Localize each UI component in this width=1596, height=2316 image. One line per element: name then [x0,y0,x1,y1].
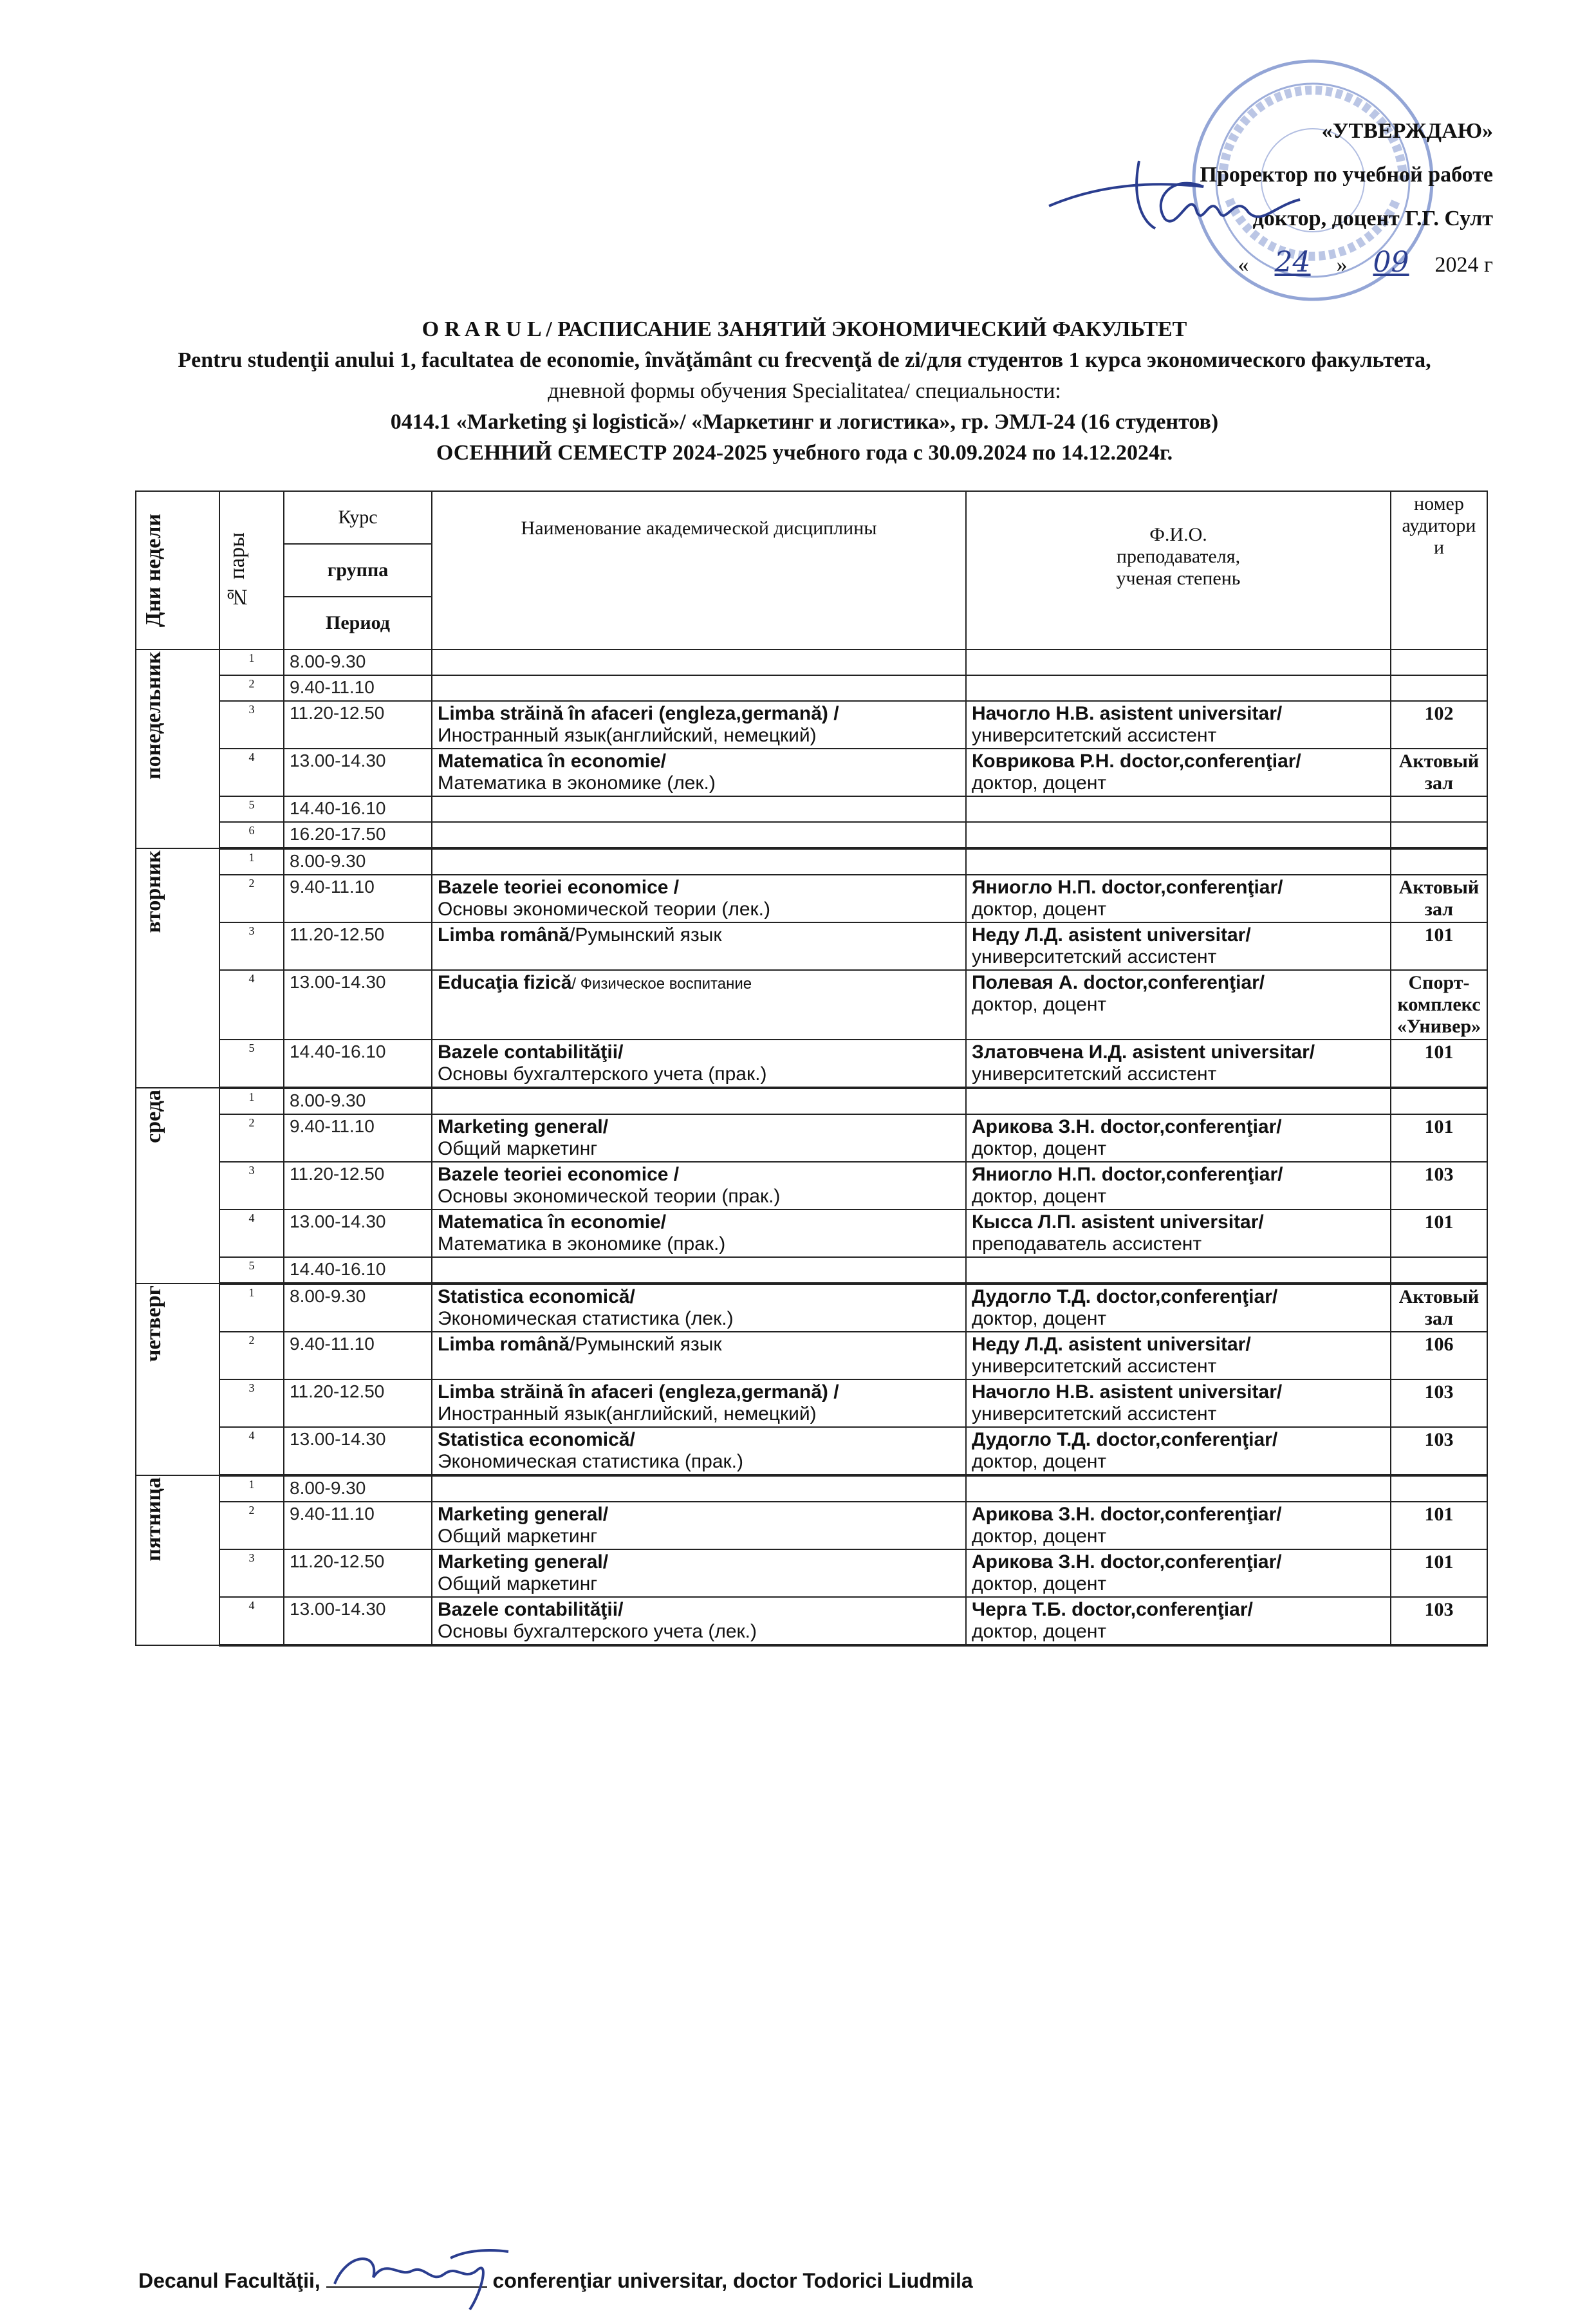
discipline-ru: / Физическое воспитание [571,975,752,993]
discipline-cell [432,749,966,796]
table-row [136,822,1487,848]
discipline-ro: Bazele teoriei economice / [438,1164,680,1185]
discipline-cell [432,848,966,875]
room-number: 101 [1391,1114,1487,1162]
schedule-title-block [116,314,1493,469]
discipline-cell [432,1114,966,1162]
pair-number: 3 [219,701,284,749]
pair-number: 4 [219,1427,284,1475]
day-label: вторник [136,848,219,1088]
teacher-degree: доктор, доцент [972,1186,1107,1207]
pair-time: 13.00-14.30 [284,749,432,796]
teacher-cell [966,1209,1391,1257]
day-label: четверг [136,1284,219,1475]
room-number [1391,796,1487,822]
approval-date: « 24 » 09 2024 г [1238,246,1493,279]
discipline-ru: Основы бухгалтерского учета (прак.) [438,1063,767,1085]
discipline-ro: Educaţia fizică [438,972,572,993]
teacher-degree: доктор, доцент [972,1573,1107,1594]
table-row [136,1475,1487,1502]
discipline-ro: Bazele contabilităţii/ [438,1599,624,1620]
teacher-cell [966,1475,1391,1502]
schedule-body [136,649,1487,1645]
discipline-cell [432,796,966,822]
header-days: Дни недели [136,491,219,649]
teacher-name: Черга Т.Б. doctor,conferenţiar/ [972,1599,1253,1620]
teacher-name: Начогло Н.В. asistent universitar/ [972,703,1283,724]
room-number: Актовый зал [1391,1284,1487,1332]
dean-label: Decanul Facultăţii, [138,2269,320,2292]
pair-time: 9.40-11.10 [284,675,432,701]
schedule-semester: ОСЕННИЙ СЕМЕСТР 2024-2025 учебного года с 30.09.2024 по 14.12.2024г. [436,441,1173,465]
discipline-ru: Экономическая статистика (лек.) [438,1308,734,1329]
room-number [1391,1475,1487,1502]
room-number [1391,649,1487,675]
header-course: Курс [284,491,432,544]
pair-time: 14.40-16.10 [284,1257,432,1284]
approval-title: «УТВЕРЖДАЮ» [1321,119,1493,143]
header-group: группа [284,544,432,597]
discipline-ru: /Румынский язык [570,1334,722,1355]
discipline-ru: Экономическая статистика (прак.) [438,1451,743,1472]
table-row [136,1427,1487,1475]
schedule-subtitle-1: Pentru studenţii anului 1, facultatea de economie, învăţământ cu frecvenţă de zi/для студентов 1 курса экономического факультета, [178,348,1431,372]
pair-number: 2 [219,1332,284,1379]
discipline-ru: Основы экономической теории (лек.) [438,899,771,920]
approval-month: 09 [1373,246,1409,279]
teacher-cell [966,701,1391,749]
schedule-subtitle-2: дневной формы обучения Specialitatea/ специальности: [548,379,1061,403]
discipline-ro: Matematica în economie/ [438,1211,667,1233]
discipline-cell [432,701,966,749]
discipline-cell [432,1549,966,1597]
room-number: 101 [1391,1549,1487,1597]
teacher-cell [966,796,1391,822]
discipline-ru: Общий маркетинг [438,1526,598,1547]
teacher-name: Неду Л.Д. asistent universitar/ [972,1334,1251,1355]
table-row [136,1257,1487,1284]
room-number [1391,822,1487,848]
approval-person: доктор, доцент Г.Г. Султ [1252,207,1493,230]
teacher-name: Кысса Л.П. asistent universitar/ [972,1211,1264,1233]
room-number: 103 [1391,1427,1487,1475]
discipline-ro: Marketing general/ [438,1504,609,1525]
discipline-ru: Общий маркетинг [438,1138,598,1159]
room-number: Спорт-комплекс «Универ» [1391,970,1487,1040]
pair-number: 5 [219,796,284,822]
pair-number: 1 [219,848,284,875]
table-row [136,1114,1487,1162]
pair-number: 2 [219,1502,284,1549]
table-row [136,749,1487,796]
discipline-cell [432,1379,966,1427]
table-row [136,1502,1487,1549]
room-number: 102 [1391,701,1487,749]
pair-time: 9.40-11.10 [284,875,432,922]
pair-time: 8.00-9.30 [284,1284,432,1332]
pair-number: 4 [219,1597,284,1645]
pair-number: 3 [219,1162,284,1209]
header-teacher: Ф.И.О. преподавателя, ученая степень [966,491,1391,649]
pair-number: 4 [219,970,284,1040]
pair-time: 8.00-9.30 [284,649,432,675]
table-row [136,649,1487,675]
teacher-degree: университетский ассистент [972,1403,1217,1424]
table-row [136,1284,1487,1332]
table-row [136,848,1487,875]
discipline-ro: Limba română [438,1334,570,1355]
pair-number: 1 [219,1088,284,1114]
teacher-degree: университетский ассистент [972,946,1217,967]
discipline-ru: Иностранный язык(английский, немецкий) [438,725,817,746]
discipline-cell [432,875,966,922]
pair-time: 9.40-11.10 [284,1502,432,1549]
dean-signature [322,2239,515,2316]
pair-number: 5 [219,1257,284,1284]
room-number: 106 [1391,1332,1487,1379]
discipline-ro: Marketing general/ [438,1551,609,1573]
pair-time: 14.40-16.10 [284,1040,432,1088]
discipline-cell [432,1597,966,1645]
discipline-cell [432,970,966,1040]
teacher-cell [966,970,1391,1040]
pair-time: 11.20-12.50 [284,1549,432,1597]
teacher-name: Коврикова Р.Н. doctor,conferenţiar/ [972,751,1301,772]
teacher-name: Дудогло Т.Д. doctor,conferenţiar/ [972,1286,1278,1307]
discipline-cell [432,1209,966,1257]
table-row [136,1332,1487,1379]
room-number: 101 [1391,1502,1487,1549]
pair-time: 13.00-14.30 [284,970,432,1040]
teacher-name: Полевая А. doctor,conferenţiar/ [972,972,1265,993]
teacher-cell [966,1088,1391,1114]
room-number [1391,1257,1487,1284]
discipline-ro: Matematica în economie/ [438,751,667,772]
teacher-degree: доктор, доцент [972,772,1107,794]
teacher-name: Златовчена И.Д. asistent universitar/ [972,1041,1315,1063]
schedule-title: O R A R U L / РАСПИСАНИЕ ЗАНЯТИЙ ЭКОНОМИЧЕСКИЙ ФАКУЛЬТЕТ [422,317,1187,341]
pair-time: 13.00-14.30 [284,1209,432,1257]
table-row [136,1209,1487,1257]
pair-number: 2 [219,675,284,701]
pair-time: 8.00-9.30 [284,1088,432,1114]
teacher-cell [966,848,1391,875]
table-row [136,1040,1487,1088]
teacher-cell [966,1427,1391,1475]
discipline-ro: Bazele contabilităţii/ [438,1041,624,1063]
header-period: Период [284,597,432,649]
discipline-cell [432,822,966,848]
discipline-cell [432,675,966,701]
teacher-degree: университетский ассистент [972,1356,1217,1377]
pair-time: 14.40-16.10 [284,796,432,822]
teacher-name: Яниогло Н.П. doctor,conferenţiar/ [972,1164,1283,1185]
teacher-cell [966,675,1391,701]
discipline-ru: Основы бухгалтерского учета (лек.) [438,1621,757,1642]
table-row [136,701,1487,749]
room-number: 101 [1391,1040,1487,1088]
pair-number: 5 [219,1040,284,1088]
discipline-ru: Математика в экономике (прак.) [438,1233,726,1255]
discipline-ro: Limba română [438,924,570,946]
discipline-ro: Limba străină în afaceri (engleza,germană) / [438,1381,839,1403]
teacher-cell [966,749,1391,796]
pair-time: 11.20-12.50 [284,1379,432,1427]
room-number: 103 [1391,1162,1487,1209]
discipline-cell [432,1257,966,1284]
dean-name: conferenţiar universitar, doctor Todorici Liudmila [492,2269,973,2292]
teacher-name: Арикова З.Н. doctor,conferenţiar/ [972,1116,1282,1137]
approval-position: Проректор по учебной работе [1200,163,1493,187]
schedule-specialty: 0414.1 «Marketing şi logistică»/ «Маркетинг и логистика», гр. ЭМЛ-24 (16 студентов) [390,410,1219,434]
teacher-degree: доктор, доцент [972,994,1107,1015]
room-number: 101 [1391,922,1487,970]
teacher-cell [966,1114,1391,1162]
discipline-ru: /Румынский язык [570,924,722,946]
teacher-cell [966,1379,1391,1427]
pair-number: 3 [219,922,284,970]
table-row [136,675,1487,701]
discipline-ro: Marketing general/ [438,1116,609,1137]
table-row [136,1379,1487,1427]
teacher-cell [966,1332,1391,1379]
pair-number: 1 [219,649,284,675]
pair-number: 1 [219,1284,284,1332]
pair-time: 16.20-17.50 [284,822,432,848]
room-number [1391,848,1487,875]
discipline-cell [432,1475,966,1502]
table-row [136,1088,1487,1114]
pair-number: 4 [219,749,284,796]
teacher-degree: преподаватель ассистент [972,1233,1202,1255]
pair-number: 1 [219,1475,284,1502]
teacher-degree: доктор, доцент [972,899,1107,920]
teacher-name: Неду Л.Д. asistent universitar/ [972,924,1251,946]
teacher-name: Начогло Н.В. asistent universitar/ [972,1381,1283,1403]
discipline-ru: Иностранный язык(английский, немецкий) [438,1403,817,1424]
teacher-cell [966,1502,1391,1549]
discipline-cell [432,1427,966,1475]
dean-signature-line [138,2269,973,2293]
approval-day: 24 [1274,246,1311,279]
day-label: пятница [136,1475,219,1645]
teacher-name: Арикова З.Н. doctor,conferenţiar/ [972,1504,1282,1525]
pair-time: 8.00-9.30 [284,1475,432,1502]
discipline-ru: Основы экономической теории (прак.) [438,1186,781,1207]
teacher-cell [966,1284,1391,1332]
teacher-degree: доктор, доцент [972,1526,1107,1547]
pair-number: 2 [219,1114,284,1162]
teacher-name: Арикова З.Н. doctor,conferenţiar/ [972,1551,1282,1573]
teacher-degree: доктор, доцент [972,1621,1107,1642]
teacher-cell [966,875,1391,922]
prorector-signature [1043,148,1313,238]
room-number: 103 [1391,1597,1487,1645]
discipline-ro: Statistica economică/ [438,1286,635,1307]
table-row [136,1597,1487,1645]
teacher-cell [966,1162,1391,1209]
room-number: Актовый зал [1391,749,1487,796]
teacher-name: Яниогло Н.П. doctor,conferenţiar/ [972,877,1283,898]
discipline-cell [432,1502,966,1549]
pair-time: 11.20-12.50 [284,701,432,749]
teacher-degree: университетский ассистент [972,725,1217,746]
pair-time: 9.40-11.10 [284,1332,432,1379]
pair-time: 13.00-14.30 [284,1597,432,1645]
pair-time: 13.00-14.30 [284,1427,432,1475]
discipline-ru: Общий маркетинг [438,1573,598,1594]
discipline-ro: Bazele teoriei economice / [438,877,680,898]
discipline-cell [432,1040,966,1088]
header-pair-number: № пары [219,491,284,649]
schedule-table [135,490,1488,1647]
teacher-name: Дудогло Т.Д. doctor,conferenţiar/ [972,1429,1278,1450]
pair-number: 4 [219,1209,284,1257]
teacher-degree: доктор, доцент [972,1451,1107,1472]
table-row [136,875,1487,922]
header-room: номер аудитори и [1391,491,1487,649]
table-row [136,1162,1487,1209]
room-number: 101 [1391,1209,1487,1257]
approval-year: 2024 г [1434,253,1493,277]
day-label: среда [136,1088,219,1284]
discipline-cell [432,922,966,970]
discipline-ro: Statistica economică/ [438,1429,635,1450]
discipline-ro: Limba străină în afaceri (engleza,germană) / [438,703,839,724]
pair-time: 11.20-12.50 [284,922,432,970]
discipline-ru: Математика в экономике (лек.) [438,772,716,794]
pair-number: 3 [219,1549,284,1597]
room-number: Актовый зал [1391,875,1487,922]
table-row [136,922,1487,970]
table-row [136,1549,1487,1597]
header-discipline: Наименование академической дисциплины [432,491,966,649]
discipline-cell [432,1332,966,1379]
room-number: 103 [1391,1379,1487,1427]
teacher-cell [966,822,1391,848]
day-label: понедельник [136,649,219,848]
teacher-cell [966,1549,1391,1597]
pair-time: 9.40-11.10 [284,1114,432,1162]
teacher-degree: доктор, доцент [972,1138,1107,1159]
pair-number: 3 [219,1379,284,1427]
teacher-cell [966,922,1391,970]
pair-time: 11.20-12.50 [284,1162,432,1209]
table-row [136,796,1487,822]
pair-number: 6 [219,822,284,848]
room-number [1391,675,1487,701]
discipline-cell [432,1088,966,1114]
teacher-cell [966,1597,1391,1645]
room-number [1391,1088,1487,1114]
teacher-cell [966,1040,1391,1088]
discipline-cell [432,1284,966,1332]
pair-time: 8.00-9.30 [284,848,432,875]
table-row [136,970,1487,1040]
discipline-cell [432,1162,966,1209]
discipline-cell [432,649,966,675]
pair-number: 2 [219,875,284,922]
teacher-degree: университетский ассистент [972,1063,1217,1085]
teacher-cell [966,1257,1391,1284]
teacher-degree: доктор, доцент [972,1308,1107,1329]
teacher-cell [966,649,1391,675]
